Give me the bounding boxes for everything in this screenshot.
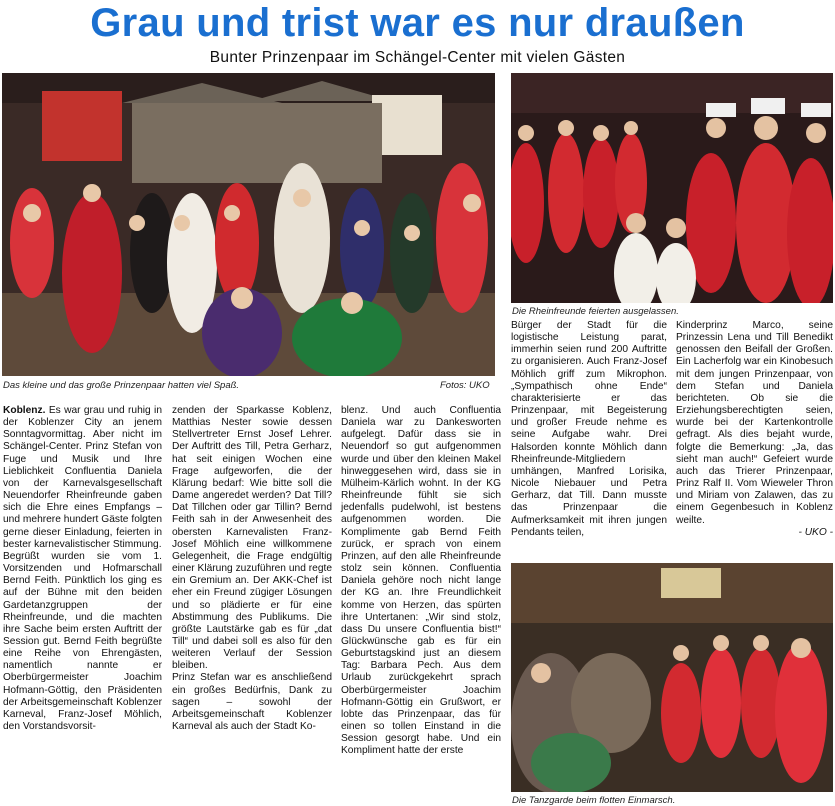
column-2 bbox=[172, 405, 332, 733]
column-1 bbox=[3, 405, 162, 733]
photo-tanzgarde bbox=[511, 563, 833, 792]
col2-para-1: zenden der Sparkasse Koblenz, Matthias Nester sowie dessen Stellvertreter Ernst Josef Lehrer. Der Auftritt des Till, Petra Gerharz, hat seit einigen Wochen eine Frage aufgeworfen, die der Klärung bedarf: Wie bitte soll die Dame angeredet werden? Dat Till? Dat Tillchen oder gar Tillin? Bernd Feith sah in der Anwesenheit des obersten Karnevalisten Franz-Josef Möhlich eine willkommene Gelegenheit, die Frage endgültig einer Klärung zuzuführen und regte ein Gremium an. Der AKK-Chef ist eher ein Freund zügiger Lösungen und so plädierte er für eine Abstimmung des Publikums. Die größte Lautstärke gab es für „dat Till“ und dabei soll es also für den weiteren Verlauf der Session bleiben. bbox=[172, 405, 332, 672]
photo-tanzgarde-caption: Die Tanzgarde beim flotten Einmarsch. bbox=[512, 795, 676, 806]
column-4 bbox=[511, 320, 667, 539]
column-3 bbox=[341, 405, 501, 758]
col4-para-1: Bürger der Stadt für die logistische Leistung parat, immerhin seien rund 200 Auftritte zu organisieren. Auch Franz-Josef Möhlich griff zum Mikrophon. „Sympathisch ohne Ende“ charakterisierte er das Prinzenpaar, mit Begeisterung und großer Freude nehme es seine Aufgabe wahr. Drei Halsorden konnte Möhlich dann Rheinfreunde-Mitgliedern umhängen, Manfred Lorisika, Nicole Niebauer und Petra Gerharz, dat Till. Dann musste das Prinzenpaar die Aufmerksamkeit mit ihren jungen Pendants teilen, bbox=[511, 320, 667, 538]
col5-signature: - UKO - bbox=[798, 526, 833, 538]
col1-para-1-text: Es war grau und ruhig in der Koblenzer City an jenem Sonntagvormittag. Aber nicht im Schängel-Center. Prinz Stefan von Fuge und Musik und Ihre Lieblichkeit Confluentia Daniela von der Karnevalsgesellschaft Neuendorfer Rheinfreunde gaben sich die Ehre eines Empfangs – und mehrere hundert Gäste folgten gerne dieser Einladung, feierten in bester karnevalistischer Stimmung. bbox=[3, 405, 162, 550]
col3-para-1: blenz. Und auch Confluentia Daniela war zu Dankesworten aufgelegt. Dafür dass sie in Neuendorf so gut aufgenommen wurde und über den kleinen Makel hinweggesehen wird, dass sie in Mülheim-Kärlich wohnt. In der KG Rheinfreunde fühlt sie sich jedenfalls pudelwohl, ist bestens aufgenommen worden. Die Komplimente gab Bernd Feith zurück, er sprach von einem Prinzen, auf den alle Rheinfreunde stolz sein können. Confluentia Daniela gehöre noch nicht lange der KG an. Ihre Freundlichkeit komme von Herzen, das spürten ihre Untertanen: „Wir sind stolz, dass Du unsere Confluentia bist!“ Glückwünsche gab es für ein Geburtstagskind just an diesem Tag: Barbara Pech. Aus dem Urlaub zurückgekehrt sprach Oberbürgermeister Joachim Hofmann-Göttig ein Grußwort, er lobte das Prinzenpaar, das für einen so tollen Einstand in die Session gesorgt habe. Und ein Kompliment hatte der erste bbox=[341, 405, 501, 757]
col1-para-1 bbox=[3, 405, 162, 551]
column-5 bbox=[676, 320, 833, 539]
photo-credit: Fotos: UKO bbox=[440, 380, 490, 391]
photo-prinzenpaar-caption: Das kleine und das große Prinzenpaar hatten viel Spaß. bbox=[3, 380, 240, 391]
photo-rheinfreunde bbox=[511, 73, 833, 303]
dateline: Koblenz. bbox=[3, 405, 46, 416]
col2-para-2: Prinz Stefan war es anschließend ein großes Bedürfnis, Dank zu sagen – sowohl der Arbeitsgemeinschaft Koblenzer Karneval als auch der Stadt Ko- bbox=[172, 672, 332, 733]
col5-para-1: Kinderprinz Marco, seine Prinzessin Lena und Till Benedikt genossen den Beifall der Großen. Ein Lacherfolg war ein Kinobesuch mit dem jungen Prinzenpaar, von dem Stefan und Daniela berichteten. Ob sie die Erziehungsberechtigten seien, wurde bei der Kartenkontrolle gefragt. Als dies bejaht wurde, folgte die Bemerkung: „Ja, das sieht man auch!“ Gefeiert wurde auch das Trierer Prinzenpaar, Prinz Ralf II. Vom Wieweler Thron und Miriam von Zalawen, das zu einem Gegenbesuch in Koblenz weilte. bbox=[676, 320, 833, 526]
col1-para-2: Begrüßt wurden sie vom 1. Vorsitzenden und Hofmarschall Bernd Feith. Pünktlich los ging es auf der Bühne mit den beiden Gardetanzgruppen der Rheinfreunde, und die machten ihre Sache beim ersten Auftritt der Session gut. Bernd Feith begrüßte eine Reihe von Ehrengästen, namentlich nannte er Oberbürgermeister Joachim Hofmann-Göttig, den Präsidenten der Arbeitsgemeinschaft Koblenzer Karneval, Franz-Josef Möhlich, den Vorstandsvorsit- bbox=[3, 550, 162, 733]
headline: Grau und trist war es nur draußen bbox=[90, 1, 745, 45]
photo-prinzenpaar bbox=[2, 73, 495, 376]
photo-rheinfreunde-caption: Die Rheinfreunde feierten ausgelassen. bbox=[512, 306, 679, 317]
subheadline: Bunter Prinzenpaar im Schängel-Center mit vielen Gästen bbox=[209, 49, 626, 66]
